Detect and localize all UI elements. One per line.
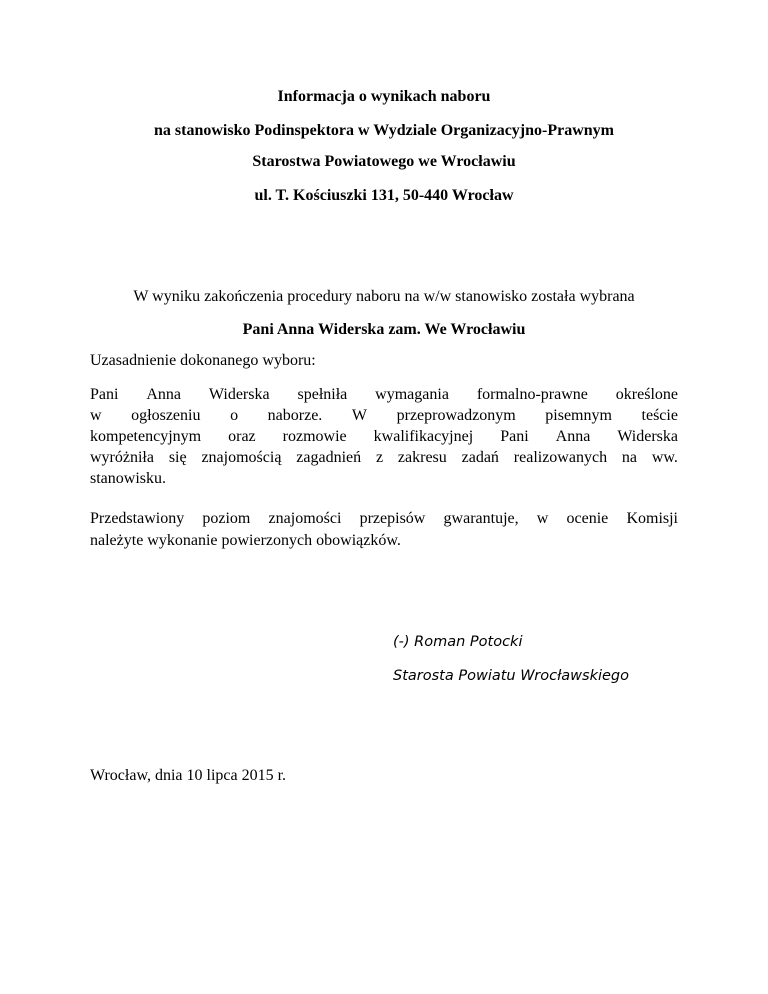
word: Komisji (626, 510, 678, 527)
word: gwarantuje, (443, 510, 519, 527)
selected-person: Pani Anna Widerska zam. We Wrocławiu (242, 321, 526, 338)
word: na (621, 449, 638, 466)
paragraph1-line2 (90, 406, 678, 426)
word: poziom (202, 510, 251, 527)
justification-label: Uzasadnienie dokonanego wyboru: (90, 352, 316, 369)
word: znajomością (201, 449, 282, 466)
word: teście (641, 407, 678, 424)
word: określone (615, 386, 678, 403)
word: oraz (228, 428, 256, 445)
word: się (168, 449, 187, 466)
word: przeprowadzonym (396, 407, 516, 424)
word: o (230, 407, 239, 424)
signature-name: (-) Roman Potocki (393, 634, 523, 650)
paragraph2-line2: należyte wykonanie powierzonych obowiązków. (90, 532, 401, 549)
word: spełniła (297, 386, 348, 403)
word: realizowanych (513, 449, 608, 466)
intro-text: W wyniku zakończenia procedury naboru na w/w stanowisko została wybrana (133, 288, 635, 305)
word: Widerska (617, 428, 678, 445)
word: przepisów (359, 510, 426, 527)
word: z (375, 449, 384, 466)
word: formalno-prawne (476, 386, 588, 403)
word: pisemnym (545, 407, 612, 424)
word: Anna (146, 386, 182, 403)
heading-office: Starostwa Powiatowego we Wrocławiu (252, 153, 516, 170)
heading-position: na stanowisko Podinspektora w Wydziale Organizacyjno-Prawnym (153, 122, 614, 139)
paragraph1-line4 (90, 448, 678, 468)
word: w (536, 510, 549, 527)
paragraph1-line5: stanowisku. (90, 470, 166, 487)
word: w (90, 407, 102, 424)
word: kwalifikacyjnej (373, 428, 474, 445)
word: wymagania (375, 386, 449, 403)
paragraph1-line3 (90, 427, 678, 447)
word: ocenie (566, 510, 609, 527)
word: W (351, 407, 368, 424)
word: naborze. (267, 407, 323, 424)
word: zadań (461, 449, 499, 466)
word: zagadnień (296, 449, 362, 466)
word: wyróżniła (90, 449, 154, 466)
word: ww. (651, 449, 678, 466)
word: zakresu (397, 449, 447, 466)
heading-title: Informacja o wynikach naboru (277, 88, 491, 105)
word: Pani (500, 428, 529, 445)
word: kompetencyjnym (90, 428, 202, 445)
word: Anna (555, 428, 591, 445)
paragraph2-line1 (90, 509, 678, 529)
paragraph1-line1 (90, 385, 678, 405)
word: Przedstawiony (90, 510, 185, 527)
place-date: Wrocław, dnia 10 lipca 2015 r. (90, 767, 287, 784)
signature-title: Starosta Powiatu Wrocławskiego (393, 668, 629, 684)
word: rozmowie (282, 428, 347, 445)
word: Widerska (208, 386, 270, 403)
word: Pani (90, 386, 119, 403)
word: znajomości (268, 510, 342, 527)
word: ogłoszeniu (131, 407, 201, 424)
heading-address: ul. T. Kościuszki 131, 50-440 Wrocław (254, 187, 514, 204)
